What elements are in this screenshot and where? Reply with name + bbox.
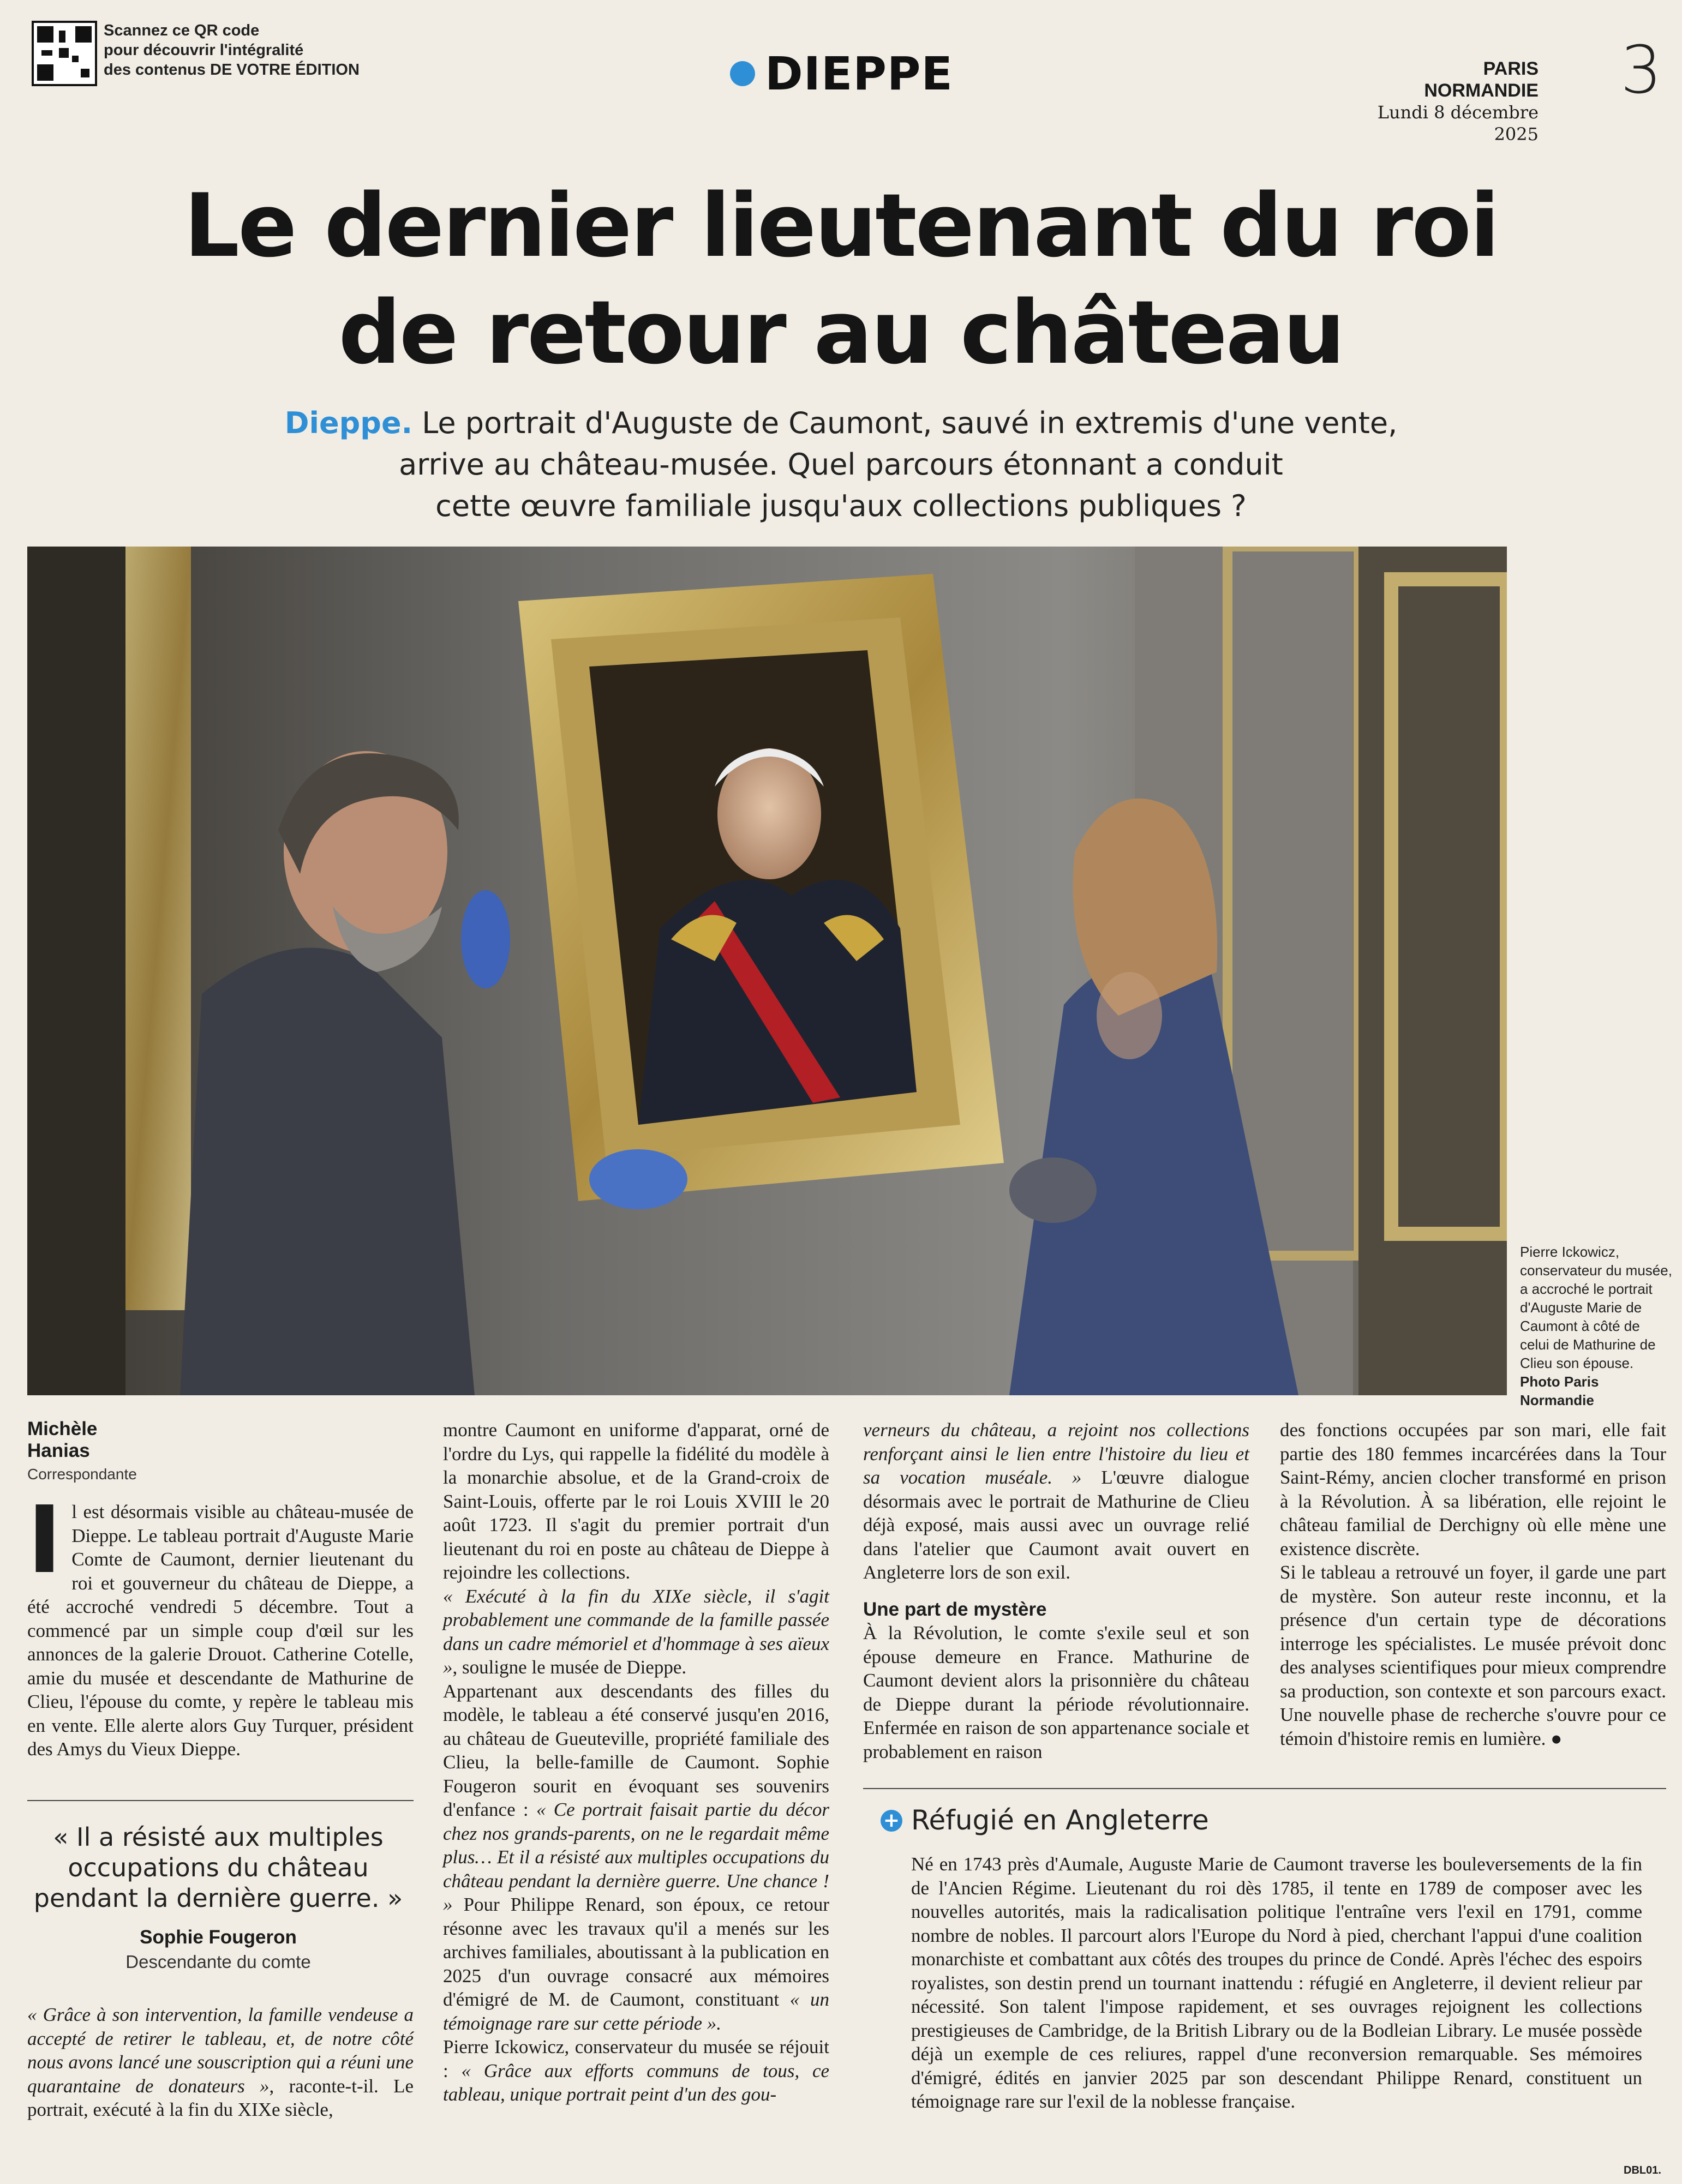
paragraph: « Grâce à son intervention, la famille vendeuse a accepté de retirer le tableau, et, de notre côté nous avons lancé une souscription qui a réuni une quarantaine de donateurs », raconte-t-il. Le portrait, exécuté à la fin du XIXe siècle, bbox=[27, 2004, 414, 2120]
qr-line-1: Scannez ce QR code bbox=[104, 22, 260, 39]
box-divider bbox=[863, 1788, 1666, 1789]
paragraph: Pierre Ickowicz, conservateur du musée se réjouit : « Grâce aux efforts communs de tous, ce tableau, unique portrait peint d'un des gou- bbox=[443, 2036, 830, 2105]
column-1 bbox=[27, 1486, 414, 1761]
column-4 bbox=[1280, 1418, 1666, 1750]
lead-paragraph: Dieppe. Le portrait d'Auguste de Caumont, sauvé in extremis d'une vente, arrive au château-musée. Quel parcours étonnant a conduit cette œuvre familiale jusqu'aux collections publiques ? bbox=[284, 406, 1398, 523]
article-photo bbox=[27, 547, 1507, 1395]
qr-line-3-bold: DE VOTRE ÉDITION bbox=[210, 61, 360, 79]
paragraph: « Exécuté à la fin du XIXe siècle, il s'agit probablement une commande de la famille passée dans un cadre mémoriel et d'hommage à ses aïeux », souligne le musée de Dieppe. bbox=[443, 1585, 829, 1678]
paragraph: Il est désormais visible au château-musée de Dieppe. Le tableau portrait d'Auguste Marie Comte de Caumont, dernier lieutenant du roi et gouverneur du château de Dieppe, a été accroché vendredi 5 décembre. Tout a commencé par un simple coup d'œil sur les annonces de la galerie Drouot. Catherine Cotelle, amie du musée et descendante de Mathurine de Clieu, l'épouse du comte, y repère le tableau mis en vente. Elle alerte alors Guy Turquer, président des Amys du Vieux Dieppe. bbox=[27, 1486, 414, 1760]
box-text: Né en 1743 près d'Aumale, Auguste Marie de Caumont traverse les bouleversements de la fin de l'Ancien Régime. Lieutenant du roi dès 1785, il tente en 1789 de composer avec les nouvelles autorités, mais la radicalisation politique l'entraîne vers l'exil en 1791, comme nombre de nobles. Il parcourt alors l'Europe du Nord à pied, cherchant l'appui d'une coalition monarchiste et combattant aux côtés des troupes du prince de Condé. Après l'échec des espoirs royalistes, son destin prend un tournant inattendu : réfugié en Angleterre, il devient relieur par nécessité. Son talent l'impose rapidement, et ses ouvrages rejoignent les collections prestigieuses de Cambridge, de la British Library ou de la Bodleian Library. Le musée possède déjà un exemple de ces reliures, rappel d'une reconversion remarquable. Ses mémoires d'émigré, édités en janvier 2025 par son descendant Philippe Renard, constituent un témoignage rare sur l'exil de la noblesse française. bbox=[911, 1853, 1642, 2112]
paragraph: verneurs du château, a rejoint nos collections renforçant ainsi le lien entre l'histoire du lieu et sa vocation muséale. » L'œuvre dialogue désormais avec le portrait de Mathurine de Clieu déjà exposé, mais aussi avec un ouvrage relié dans l'atelier que Caumont avait ouvert en Angleterre lors de son exil. bbox=[863, 1419, 1250, 1583]
qr-line-2: pour découvrir l'intégralité bbox=[104, 41, 304, 59]
publication-info bbox=[1364, 58, 1539, 145]
qr-instructions bbox=[104, 21, 366, 80]
publication-name: PARIS NORMANDIE bbox=[1424, 58, 1539, 101]
author-name: Michèle Hanias bbox=[27, 1418, 98, 1461]
column-2 bbox=[443, 1418, 829, 2107]
pull-quote: « Il a résisté aux multiples occupations du château pendant la dernière guerre. » bbox=[33, 1822, 403, 1913]
paragraph: Si le tableau a retrouvé un foyer, il garde une part de mystère. Son auteur reste inconnu, et la présence d'un certain type de décorations interroge les spécialistes. Le musée prévoit donc des analyses scientifiques pour mieux comprendre sa production, son contexte et son parcours exact. Une nouvelle phase de recherche s'ouvre pour ce témoin d'histoire remis en lumière. ● bbox=[1280, 1562, 1666, 1749]
box-title: Réfugié en Angleterre bbox=[911, 1804, 1209, 1836]
author-role: Correspondante bbox=[27, 1466, 137, 1483]
qr-code[interactable] bbox=[32, 21, 97, 86]
qr-line-3: des contenus DE VOTRE ÉDITION bbox=[104, 61, 360, 79]
page-code: DBL01. bbox=[1624, 2164, 1661, 2176]
section-title: DIEPPE bbox=[765, 47, 953, 100]
headline bbox=[0, 172, 1682, 386]
plus-icon: + bbox=[881, 1810, 902, 1832]
pull-quote-role: Descendante du comte bbox=[125, 1952, 311, 1972]
paragraph: des fonctions occupées par son mari, elle fait partie des 180 femmes incarcérées dans la Tour Saint-Rémy, ancien clocher transformé en prison à la Révolution. À sa libération, elle rejoint le château familial de Derchigny où elle mène une existence discrète. bbox=[1280, 1419, 1666, 1559]
headline-line-2: de retour au château bbox=[338, 281, 1344, 383]
divider bbox=[27, 1800, 414, 1801]
pull-quote-author: Sophie Fougeron bbox=[140, 1927, 297, 1948]
lead-place: Dieppe. bbox=[284, 406, 413, 440]
paragraph: montre Caumont en uniforme d'apparat, orné de l'ordre du Lys, qui rappelle la fidélité du modèle à la monarchie absolue, et de la Grand-croix de Saint-Louis, offerte par le roi Louis XVIII le 20 août 1723. Il s'agit du premier portrait d'un lieutenant du roi en poste au château de Dieppe à rejoindre les collections. bbox=[443, 1419, 829, 1583]
headline-line-1: Le dernier lieutenant du roi bbox=[184, 175, 1498, 277]
subheading: Une part de mystère bbox=[863, 1598, 1047, 1620]
photo-caption: Pierre Ickowicz, conservateur du musée, a accroché le portrait d'Auguste Marie de Caumont à côté de celui de Mathurine de Clieu son épouse. Photo Paris Normandie bbox=[1520, 1244, 1672, 1408]
drop-cap: I bbox=[27, 1486, 62, 1594]
section-dot-icon bbox=[730, 61, 755, 86]
page-number: 3 bbox=[1620, 33, 1662, 109]
publication-date: Lundi 8 décembre 2025 bbox=[1377, 102, 1539, 145]
photo-credit: Photo Paris Normandie bbox=[1520, 1373, 1599, 1408]
column-1-continued bbox=[27, 2003, 414, 2122]
paragraph: Appartenant aux descendants des filles du modèle, le tableau a été conservé jusqu'en 2016, au château de Gueuteville, propriété familiale des Clieu, la belle-famille de Caumont. Sophie Fougeron sourit en évoquant ses souvenirs d'enfance : « Ce portrait faisait partie du décor chez nos grands-parents, on ne le regardait même plus… Et il a résisté aux multiples occupations du château pendant la dernière guerre. Une chance ! » Pour Philippe Renard, son époux, ce retour résonne avec les travaux qu'il a menés sur les archives familiales, aboutissant à la publication en 2025 d'un ouvrage consacré aux mémoires d'émigré de M. de Caumont, constituant « un témoignage rare sur cette période ». bbox=[443, 1680, 830, 2034]
photo-illustration bbox=[27, 547, 1507, 1395]
column-3 bbox=[863, 1418, 1249, 1763]
paragraph: À la Révolution, le comte s'exile seul et son épouse demeure en France. Mathurine de Caumont devient alors la prisonnière du château de Dieppe durant la période révolutionnaire. Enfermée en raison de son appartenance sociale et probablement en raison bbox=[863, 1622, 1249, 1762]
